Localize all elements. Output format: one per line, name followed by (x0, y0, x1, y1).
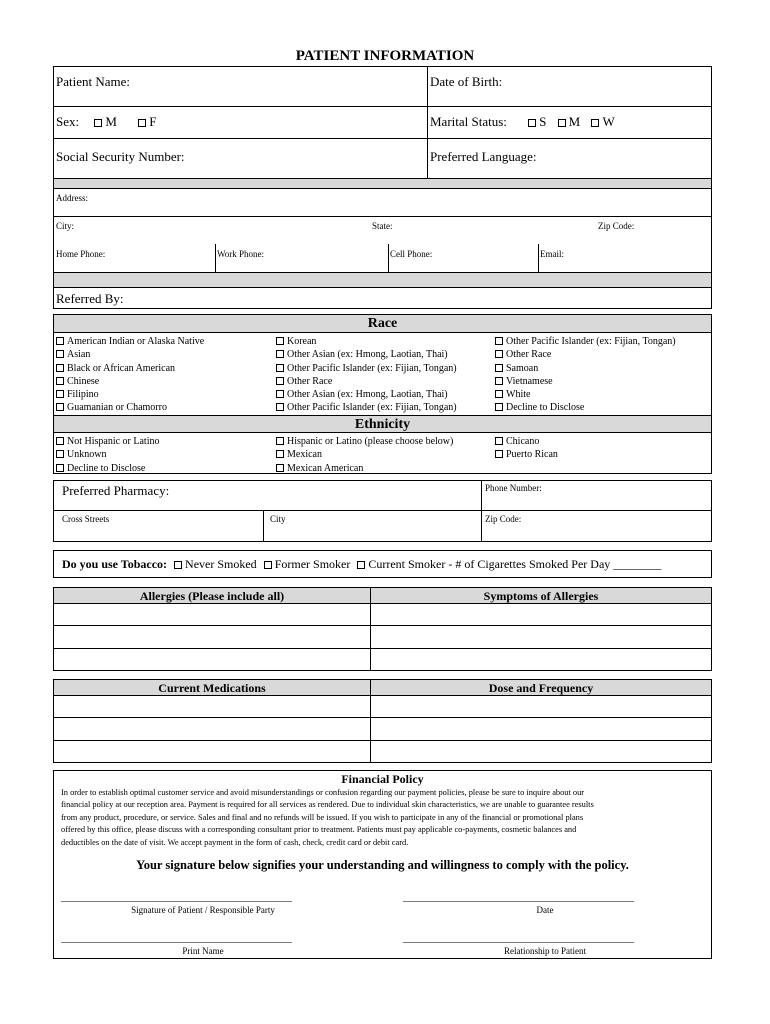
print-name-label: Print Name (182, 946, 224, 956)
race-header: Race (54, 315, 711, 332)
race-option-label: Filipino (67, 389, 99, 401)
checkbox-icon (276, 403, 284, 411)
checkbox-icon (276, 437, 284, 445)
race-option[interactable] (495, 375, 676, 388)
checkbox-icon (264, 561, 272, 569)
ethnicity-option[interactable] (276, 462, 453, 475)
checkbox-icon (276, 337, 284, 345)
sex-field: Sex: M F (56, 114, 157, 129)
race-column-1 (56, 335, 204, 415)
race-option[interactable] (276, 362, 457, 375)
race-option[interactable] (495, 335, 676, 348)
state-field[interactable]: State: (372, 221, 393, 231)
checkbox-icon (94, 119, 102, 127)
symptom-cell[interactable] (372, 650, 710, 670)
race-option-label: Black or African American (67, 362, 176, 374)
checkbox-icon (56, 377, 64, 385)
address-field[interactable]: Address: (56, 193, 88, 203)
ethnicity-column-1 (56, 435, 159, 475)
ssn-field[interactable]: Social Security Number: (56, 149, 185, 164)
dose-header: Dose and Frequency (488, 681, 594, 695)
race-option[interactable] (276, 388, 457, 401)
work-phone-field[interactable]: Work Phone: (217, 249, 265, 259)
policy-line: In order to establish optimal customer service and avoid misunderstandings or confusion regarding our payment policies, please be sure to inquire about our (61, 788, 585, 797)
race-option-label: Samoan (506, 362, 539, 374)
checkbox-icon (495, 403, 503, 411)
ethnicity-column-2 (276, 435, 453, 475)
ethnicity-option[interactable] (56, 435, 159, 448)
symptoms-header: Symptoms of Allergies (483, 589, 599, 603)
race-column-3 (495, 335, 676, 415)
race-column-2 (276, 335, 457, 415)
signature-label: Signature of Patient / Responsible Party (131, 905, 275, 915)
race-option[interactable] (276, 375, 457, 388)
race-option[interactable] (495, 388, 676, 401)
ethnicity-option-label: Chicano (506, 436, 540, 447)
pharmacy-phone-field[interactable]: Phone Number: (485, 483, 542, 493)
race-option-label: Chinese (67, 375, 100, 387)
language-field[interactable]: Preferred Language: (430, 149, 537, 164)
checkbox-icon (495, 377, 503, 385)
checkbox-icon (558, 119, 566, 127)
current-smoker-checkbox[interactable]: Current Smoker - # of Cigarettes Smoked Per Day ________ (357, 557, 661, 571)
symptom-cell[interactable] (372, 605, 710, 624)
ethnicity-option-label: Unknown (67, 449, 107, 461)
former-smoker-checkbox[interactable]: Former Smoker (264, 557, 351, 571)
race-option-label: Other Asian (ex: Hmong, Laotian, Thai) (287, 389, 448, 401)
medication-cell[interactable] (55, 697, 368, 716)
tobacco-question-row (62, 557, 661, 572)
date-label: Date (536, 905, 554, 915)
ethnicity-option[interactable] (276, 448, 453, 461)
checkbox-icon (495, 450, 503, 458)
checkbox-icon (56, 350, 64, 358)
pharmacy-city-field[interactable]: City (270, 514, 286, 524)
race-option-label: American Indian or Alaska Native (67, 336, 205, 347)
checkbox-icon (276, 450, 284, 458)
checkbox-icon (495, 337, 503, 345)
race-option[interactable] (56, 362, 204, 375)
checkbox-icon (56, 450, 64, 458)
ethnicity-option-label: Hispanic or Latino (please choose below) (287, 436, 454, 447)
checkbox-icon (495, 437, 503, 445)
medication-cell[interactable] (55, 742, 368, 762)
policy-statement: Your signature below signifies your understanding and willingness to comply with the policy. (136, 858, 629, 872)
medication-cell[interactable] (55, 719, 368, 739)
checkbox-icon (56, 390, 64, 398)
checkbox-icon (56, 464, 64, 472)
race-option-label: Other Race (287, 375, 333, 387)
checkbox-icon (495, 364, 503, 372)
race-option[interactable] (495, 401, 676, 414)
preferred-pharmacy-field[interactable]: Preferred Pharmacy: (62, 483, 170, 498)
ethnicity-option[interactable] (56, 448, 159, 461)
page-title: PATIENT INFORMATION (295, 48, 475, 64)
patient-name-field[interactable]: Patient Name: (56, 74, 131, 89)
dose-cell[interactable] (372, 719, 710, 739)
race-option[interactable] (276, 335, 457, 348)
allergy-cell[interactable] (55, 650, 368, 670)
ethnicity-option[interactable] (495, 435, 558, 448)
ethnicity-option-label: Decline to Disclose (67, 462, 146, 474)
race-option[interactable] (276, 348, 457, 361)
dose-cell[interactable] (372, 742, 710, 762)
race-option-label: Asian (67, 349, 91, 361)
marital-status-field: Marital Status: S M W (430, 114, 615, 129)
ethnicity-option-label: Mexican (287, 449, 322, 461)
medications-header: Current Medications (158, 681, 266, 695)
checkbox-icon (276, 464, 284, 472)
race-option-label: Vietnamese (506, 375, 553, 387)
policy-text (61, 787, 706, 849)
checkbox-icon (276, 390, 284, 398)
ethnicity-option-label: Not Hispanic or Latino (67, 436, 160, 447)
checkbox-icon (495, 350, 503, 358)
policy-line: deductibles on the date of visit. We accept payment in the form of cash, check, credit card or debit card. (61, 837, 409, 847)
checkbox-icon (56, 403, 64, 411)
tobacco-question: Do you use Tobacco: (62, 557, 168, 571)
race-option[interactable] (495, 362, 676, 375)
race-option-label: Other Asian (ex: Hmong, Laotian, Thai) (287, 349, 448, 361)
ethnicity-option-label: Mexican American (287, 462, 364, 474)
ethnicity-option[interactable] (495, 448, 558, 461)
marital-m-checkbox[interactable]: M (558, 114, 581, 129)
policy-line: financial policy at our reception area. Payment is required for all services as rendered. Due to individual skin characteristics, we are unable to guarantee results (61, 800, 594, 810)
checkbox-icon (138, 119, 146, 127)
zip-field[interactable]: Zip Code: (598, 221, 635, 231)
race-option[interactable] (56, 401, 204, 414)
allergy-cell[interactable] (55, 605, 368, 624)
dose-cell[interactable] (372, 697, 710, 716)
checkbox-icon (591, 119, 599, 127)
policy-line: offered by this office, please discuss with a corresponding consultant prior to treatment. Patients must pay applicable co-payments, cosmetic balances and (61, 825, 577, 835)
race-option-label: Other Race (506, 349, 552, 361)
checkbox-icon (174, 561, 182, 569)
allergies-header: Allergies (Please include all) (139, 589, 285, 603)
checkbox-icon (276, 350, 284, 358)
checkbox-icon (56, 337, 64, 345)
signature-line[interactable]: __________________________________________ (61, 891, 292, 903)
checkbox-icon (276, 364, 284, 372)
race-option-label: Other Pacific Islander (ex: Fijian, Tongan) (287, 362, 457, 374)
marital-w-checkbox[interactable]: W (591, 114, 614, 129)
ethnicity-option-label: Puerto Rican (506, 449, 558, 461)
never-smoked-checkbox[interactable]: Never Smoked (174, 557, 257, 571)
race-option[interactable] (56, 335, 204, 348)
race-option-label: Other Pacific Islander (ex: Fijian, Tongan) (506, 336, 676, 347)
race-option[interactable] (56, 388, 204, 401)
date-line[interactable]: __________________________________________ (403, 891, 634, 903)
checkbox-icon (495, 390, 503, 398)
race-option-label: Decline to Disclose (506, 402, 585, 414)
policy-title: Financial Policy (341, 772, 424, 786)
policy-line: from any product, procedure, or service. Sales and final and no refunds will be issued. If you wish to participate in any of the financial or promotional plans (61, 812, 584, 822)
race-option-label: Guamanian or Chamorro (67, 402, 167, 414)
ethnicity-option[interactable] (56, 462, 159, 475)
ethnicity-option[interactable] (276, 435, 453, 448)
allergy-cell[interactable] (55, 627, 368, 647)
dob-field[interactable]: Date of Birth: (430, 74, 503, 89)
cross-streets-field[interactable]: Cross Streets (62, 514, 110, 524)
referred-by-field[interactable]: Referred By: (56, 291, 124, 306)
race-option[interactable] (56, 375, 204, 388)
cell-phone-field[interactable]: Cell Phone: (390, 249, 433, 259)
relationship-line[interactable]: __________________________________________ (403, 932, 634, 944)
ethnicity-header: Ethnicity (54, 416, 711, 432)
race-option-label: White (506, 389, 531, 401)
symptom-cell[interactable] (372, 627, 710, 647)
race-option[interactable] (56, 348, 204, 361)
checkbox-icon (528, 119, 536, 127)
email-field[interactable]: Email: (540, 249, 564, 259)
race-option-label: Other Pacific Islander (ex: Fijian, Tongan) (287, 402, 457, 414)
pharmacy-zip-field[interactable]: Zip Code: (485, 514, 522, 524)
city-field[interactable]: City: (56, 221, 75, 231)
sex-f-checkbox[interactable]: F (138, 114, 156, 129)
marital-s-checkbox[interactable]: S (528, 114, 546, 129)
print-name-line[interactable]: __________________________________________ (61, 932, 292, 944)
checkbox-icon (357, 561, 365, 569)
home-phone-field[interactable]: Home Phone: (56, 249, 106, 259)
race-option[interactable] (495, 348, 676, 361)
checkbox-icon (56, 364, 64, 372)
checkbox-icon (276, 377, 284, 385)
relationship-label: Relationship to Patient (504, 946, 586, 956)
race-option[interactable] (276, 401, 457, 414)
checkbox-icon (56, 437, 64, 445)
ethnicity-column-3 (495, 435, 558, 462)
sex-m-checkbox[interactable]: M (94, 114, 117, 129)
race-option-label: Korean (287, 336, 317, 347)
